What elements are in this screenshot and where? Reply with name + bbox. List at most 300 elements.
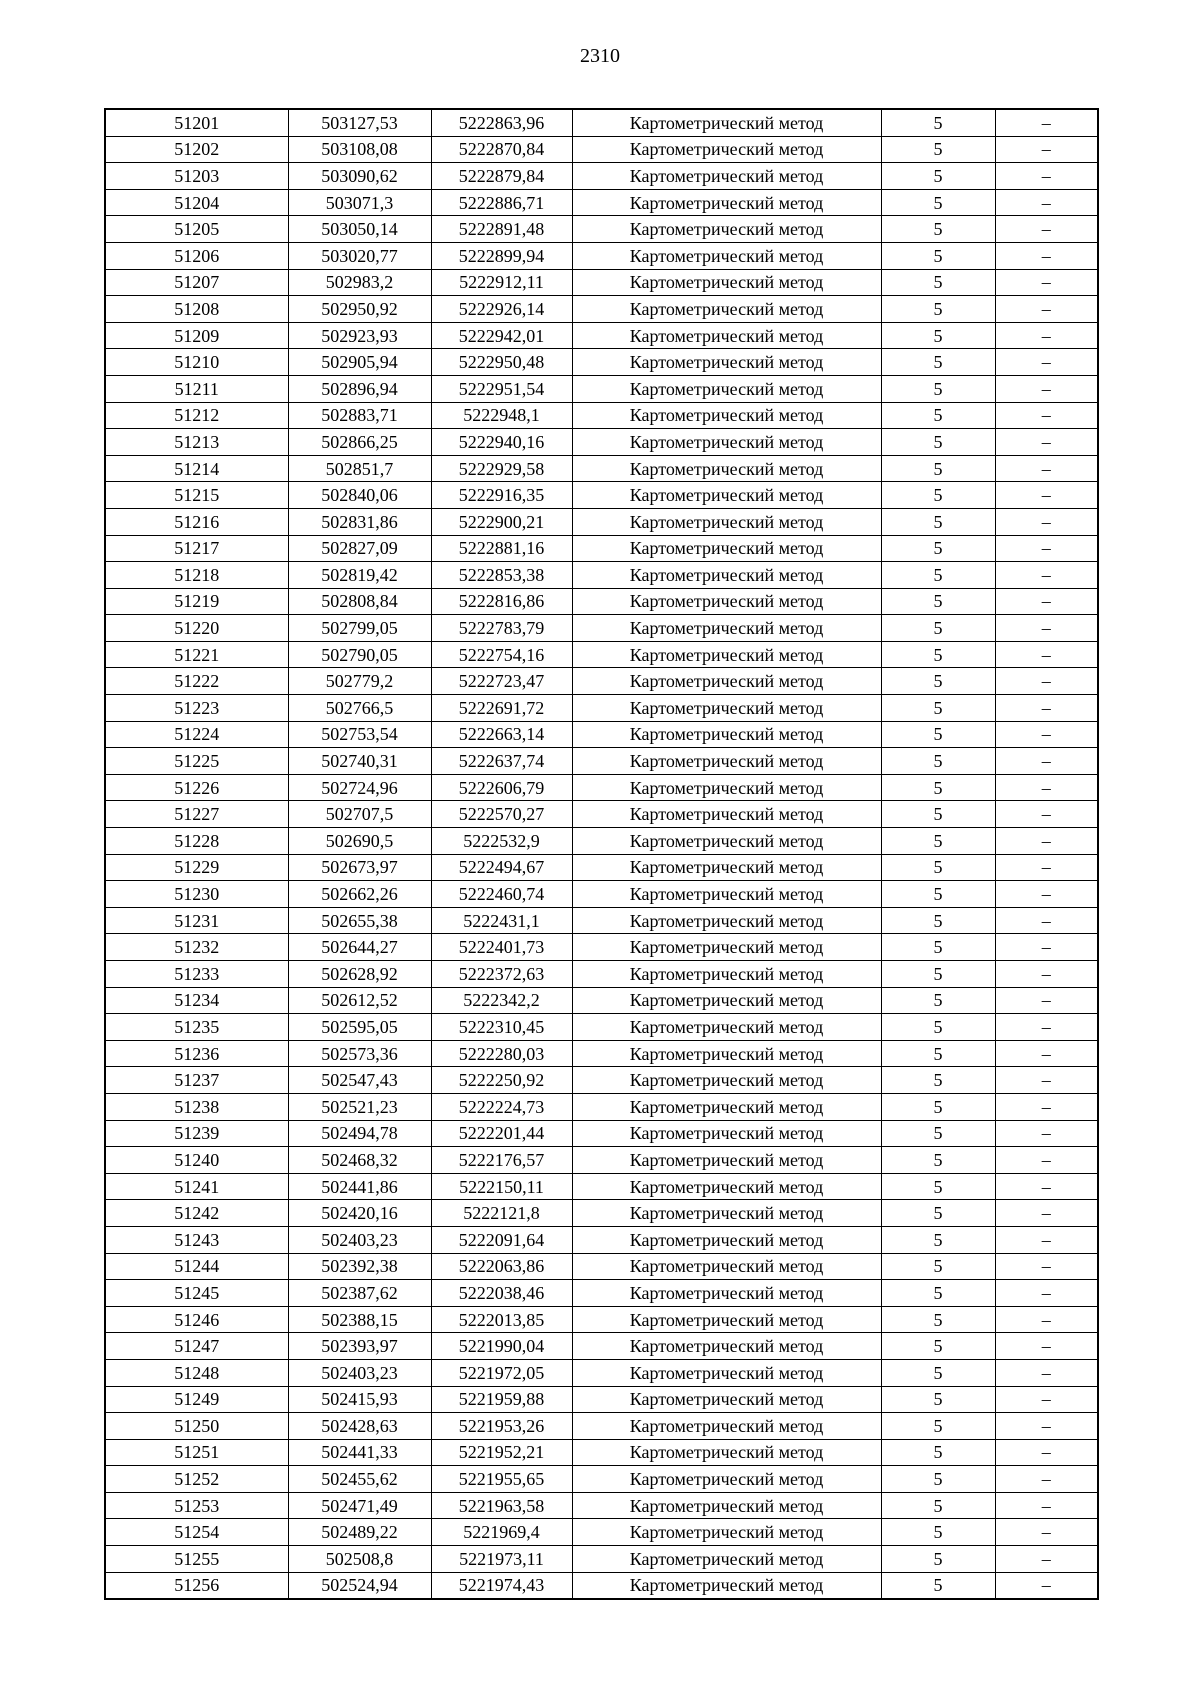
x-coordinate-cell: 502753,54 — [288, 721, 431, 748]
point-number-cell: 51241 — [105, 1173, 288, 1200]
y-coordinate-cell: 5222951,54 — [431, 375, 572, 402]
x-coordinate-cell: 502387,62 — [288, 1280, 431, 1307]
table-row — [105, 1040, 1098, 1067]
accuracy-cell: 5 — [881, 375, 995, 402]
dash-cell: – — [995, 881, 1098, 908]
y-coordinate-cell: 5222663,14 — [431, 721, 572, 748]
method-cell: Картометрический метод — [572, 1572, 881, 1599]
accuracy-cell: 5 — [881, 535, 995, 562]
table-row — [105, 961, 1098, 988]
method-cell: Картометрический метод — [572, 1466, 881, 1493]
accuracy-cell: 5 — [881, 216, 995, 243]
dash-cell: – — [995, 1306, 1098, 1333]
x-coordinate-cell: 503020,77 — [288, 242, 431, 269]
dash-cell: – — [995, 1439, 1098, 1466]
y-coordinate-cell: 5222038,46 — [431, 1280, 572, 1307]
method-cell: Картометрический метод — [572, 987, 881, 1014]
accuracy-cell: 5 — [881, 748, 995, 775]
y-coordinate-cell: 5222150,11 — [431, 1173, 572, 1200]
table-row — [105, 1413, 1098, 1440]
dash-cell: – — [995, 216, 1098, 243]
y-coordinate-cell: 5222900,21 — [431, 508, 572, 535]
y-coordinate-cell: 5222013,85 — [431, 1306, 572, 1333]
accuracy-cell: 5 — [881, 269, 995, 296]
accuracy-cell: 5 — [881, 1040, 995, 1067]
method-cell: Картометрический метод — [572, 109, 881, 136]
dash-cell: – — [995, 1147, 1098, 1174]
x-coordinate-cell: 502441,86 — [288, 1173, 431, 1200]
method-cell: Картометрический метод — [572, 695, 881, 722]
table-row — [105, 109, 1098, 136]
point-number-cell: 51225 — [105, 748, 288, 775]
method-cell: Картометрический метод — [572, 801, 881, 828]
x-coordinate-cell: 502494,78 — [288, 1120, 431, 1147]
method-cell: Картометрический метод — [572, 189, 881, 216]
method-cell: Картометрический метод — [572, 1519, 881, 1546]
dash-cell: – — [995, 296, 1098, 323]
y-coordinate-cell: 5222940,16 — [431, 429, 572, 456]
table-row — [105, 1253, 1098, 1280]
method-cell: Картометрический метод — [572, 668, 881, 695]
method-cell: Картометрический метод — [572, 562, 881, 589]
accuracy-cell: 5 — [881, 349, 995, 376]
method-cell: Картометрический метод — [572, 1306, 881, 1333]
y-coordinate-cell: 5222916,35 — [431, 482, 572, 509]
accuracy-cell: 5 — [881, 641, 995, 668]
y-coordinate-cell: 5222853,38 — [431, 562, 572, 589]
accuracy-cell: 5 — [881, 1306, 995, 1333]
table-row — [105, 1439, 1098, 1466]
accuracy-cell: 5 — [881, 1386, 995, 1413]
accuracy-cell: 5 — [881, 881, 995, 908]
dash-cell: – — [995, 907, 1098, 934]
y-coordinate-cell: 5222948,1 — [431, 402, 572, 429]
point-number-cell: 51243 — [105, 1226, 288, 1253]
dash-cell: – — [995, 1040, 1098, 1067]
x-coordinate-cell: 502508,8 — [288, 1546, 431, 1573]
table-row — [105, 828, 1098, 855]
table-row — [105, 1333, 1098, 1360]
point-number-cell: 51211 — [105, 375, 288, 402]
method-cell: Картометрический метод — [572, 1014, 881, 1041]
point-number-cell: 51248 — [105, 1359, 288, 1386]
dash-cell: – — [995, 721, 1098, 748]
y-coordinate-cell: 5222532,9 — [431, 828, 572, 855]
table-row — [105, 402, 1098, 429]
accuracy-cell: 5 — [881, 907, 995, 934]
method-cell: Картометрический метод — [572, 774, 881, 801]
point-number-cell: 51227 — [105, 801, 288, 828]
point-number-cell: 51229 — [105, 854, 288, 881]
table-row — [105, 854, 1098, 881]
table-row — [105, 881, 1098, 908]
accuracy-cell: 5 — [881, 615, 995, 642]
method-cell: Картометрический метод — [572, 1120, 881, 1147]
point-number-cell: 51232 — [105, 934, 288, 961]
dash-cell: – — [995, 588, 1098, 615]
method-cell: Картометрический метод — [572, 482, 881, 509]
dash-cell: – — [995, 748, 1098, 775]
y-coordinate-cell: 5222926,14 — [431, 296, 572, 323]
accuracy-cell: 5 — [881, 429, 995, 456]
method-cell: Картометрический метод — [572, 296, 881, 323]
x-coordinate-cell: 502415,93 — [288, 1386, 431, 1413]
method-cell: Картометрический метод — [572, 322, 881, 349]
accuracy-cell: 5 — [881, 1492, 995, 1519]
x-coordinate-cell: 502690,5 — [288, 828, 431, 855]
accuracy-cell: 5 — [881, 588, 995, 615]
dash-cell: – — [995, 1014, 1098, 1041]
accuracy-cell: 5 — [881, 508, 995, 535]
y-coordinate-cell: 5222754,16 — [431, 641, 572, 668]
y-coordinate-cell: 5222723,47 — [431, 668, 572, 695]
x-coordinate-cell: 502866,25 — [288, 429, 431, 456]
table-row — [105, 774, 1098, 801]
x-coordinate-cell: 502420,16 — [288, 1200, 431, 1227]
y-coordinate-cell: 5222431,1 — [431, 907, 572, 934]
point-number-cell: 51239 — [105, 1120, 288, 1147]
accuracy-cell: 5 — [881, 721, 995, 748]
table-row — [105, 987, 1098, 1014]
dash-cell: – — [995, 774, 1098, 801]
point-number-cell: 51216 — [105, 508, 288, 535]
accuracy-cell: 5 — [881, 482, 995, 509]
x-coordinate-cell: 502644,27 — [288, 934, 431, 961]
x-coordinate-cell: 502524,94 — [288, 1572, 431, 1599]
x-coordinate-cell: 502662,26 — [288, 881, 431, 908]
accuracy-cell: 5 — [881, 828, 995, 855]
x-coordinate-cell: 502489,22 — [288, 1519, 431, 1546]
y-coordinate-cell: 5221955,65 — [431, 1466, 572, 1493]
dash-cell: – — [995, 934, 1098, 961]
accuracy-cell: 5 — [881, 1147, 995, 1174]
table-row — [105, 1306, 1098, 1333]
table-row — [105, 1572, 1098, 1599]
table-row — [105, 269, 1098, 296]
x-coordinate-cell: 502403,23 — [288, 1226, 431, 1253]
method-cell: Картометрический метод — [572, 961, 881, 988]
table-row — [105, 615, 1098, 642]
point-number-cell: 51202 — [105, 136, 288, 163]
point-number-cell: 51233 — [105, 961, 288, 988]
dash-cell: – — [995, 1413, 1098, 1440]
table-row — [105, 1466, 1098, 1493]
x-coordinate-cell: 502388,15 — [288, 1306, 431, 1333]
accuracy-cell: 5 — [881, 1280, 995, 1307]
x-coordinate-cell: 502779,2 — [288, 668, 431, 695]
accuracy-cell: 5 — [881, 296, 995, 323]
dash-cell: – — [995, 695, 1098, 722]
dash-cell: – — [995, 1093, 1098, 1120]
table-row — [105, 695, 1098, 722]
method-cell: Картометрический метод — [572, 1173, 881, 1200]
accuracy-cell: 5 — [881, 1413, 995, 1440]
method-cell: Картометрический метод — [572, 455, 881, 482]
y-coordinate-cell: 5222912,11 — [431, 269, 572, 296]
accuracy-cell: 5 — [881, 1200, 995, 1227]
accuracy-cell: 5 — [881, 109, 995, 136]
y-coordinate-cell: 5222372,63 — [431, 961, 572, 988]
y-coordinate-cell: 5221952,21 — [431, 1439, 572, 1466]
point-number-cell: 51250 — [105, 1413, 288, 1440]
dash-cell: – — [995, 1466, 1098, 1493]
dash-cell: – — [995, 482, 1098, 509]
table-row — [105, 482, 1098, 509]
accuracy-cell: 5 — [881, 801, 995, 828]
x-coordinate-cell: 502521,23 — [288, 1093, 431, 1120]
accuracy-cell: 5 — [881, 1014, 995, 1041]
y-coordinate-cell: 5222091,64 — [431, 1226, 572, 1253]
table-row — [105, 375, 1098, 402]
point-number-cell: 51209 — [105, 322, 288, 349]
y-coordinate-cell: 5221959,88 — [431, 1386, 572, 1413]
table-row — [105, 641, 1098, 668]
y-coordinate-cell: 5222881,16 — [431, 535, 572, 562]
table-row — [105, 1280, 1098, 1307]
x-coordinate-cell: 502612,52 — [288, 987, 431, 1014]
x-coordinate-cell: 502840,06 — [288, 482, 431, 509]
point-number-cell: 51255 — [105, 1546, 288, 1573]
point-number-cell: 51234 — [105, 987, 288, 1014]
x-coordinate-cell: 502471,49 — [288, 1492, 431, 1519]
x-coordinate-cell: 502831,86 — [288, 508, 431, 535]
dash-cell: – — [995, 641, 1098, 668]
accuracy-cell: 5 — [881, 1439, 995, 1466]
accuracy-cell: 5 — [881, 1519, 995, 1546]
dash-cell: – — [995, 668, 1098, 695]
x-coordinate-cell: 502455,62 — [288, 1466, 431, 1493]
dash-cell: – — [995, 402, 1098, 429]
x-coordinate-cell: 502441,33 — [288, 1439, 431, 1466]
accuracy-cell: 5 — [881, 1226, 995, 1253]
method-cell: Картометрический метод — [572, 1040, 881, 1067]
accuracy-cell: 5 — [881, 242, 995, 269]
point-number-cell: 51212 — [105, 402, 288, 429]
y-coordinate-cell: 5222063,86 — [431, 1253, 572, 1280]
point-number-cell: 51205 — [105, 216, 288, 243]
point-number-cell: 51249 — [105, 1386, 288, 1413]
dash-cell: – — [995, 615, 1098, 642]
y-coordinate-cell: 5222570,27 — [431, 801, 572, 828]
dash-cell: – — [995, 1359, 1098, 1386]
x-coordinate-cell: 502547,43 — [288, 1067, 431, 1094]
point-number-cell: 51217 — [105, 535, 288, 562]
method-cell: Картометрический метод — [572, 242, 881, 269]
method-cell: Картометрический метод — [572, 881, 881, 908]
point-number-cell: 51226 — [105, 774, 288, 801]
y-coordinate-cell: 5221973,11 — [431, 1546, 572, 1573]
x-coordinate-cell: 503127,53 — [288, 109, 431, 136]
accuracy-cell: 5 — [881, 1173, 995, 1200]
method-cell: Картометрический метод — [572, 1546, 881, 1573]
method-cell: Картометрический метод — [572, 429, 881, 456]
method-cell: Картометрический метод — [572, 828, 881, 855]
y-coordinate-cell: 5222176,57 — [431, 1147, 572, 1174]
dash-cell: – — [995, 189, 1098, 216]
method-cell: Картометрический метод — [572, 269, 881, 296]
table-row — [105, 668, 1098, 695]
y-coordinate-cell: 5221974,43 — [431, 1572, 572, 1599]
coordinates-table — [104, 108, 1099, 1600]
dash-cell: – — [995, 1519, 1098, 1546]
y-coordinate-cell: 5221963,58 — [431, 1492, 572, 1519]
table-row — [105, 934, 1098, 961]
dash-cell: – — [995, 854, 1098, 881]
dash-cell: – — [995, 1253, 1098, 1280]
accuracy-cell: 5 — [881, 1093, 995, 1120]
x-coordinate-cell: 503071,3 — [288, 189, 431, 216]
x-coordinate-cell: 502740,31 — [288, 748, 431, 775]
table-row — [105, 136, 1098, 163]
point-number-cell: 51252 — [105, 1466, 288, 1493]
x-coordinate-cell: 502827,09 — [288, 535, 431, 562]
table-row — [105, 508, 1098, 535]
x-coordinate-cell: 502468,32 — [288, 1147, 431, 1174]
y-coordinate-cell: 5222121,8 — [431, 1200, 572, 1227]
x-coordinate-cell: 502403,23 — [288, 1359, 431, 1386]
accuracy-cell: 5 — [881, 1120, 995, 1147]
y-coordinate-cell: 5222783,79 — [431, 615, 572, 642]
x-coordinate-cell: 502950,92 — [288, 296, 431, 323]
accuracy-cell: 5 — [881, 1572, 995, 1599]
y-coordinate-cell: 5221972,05 — [431, 1359, 572, 1386]
x-coordinate-cell: 502808,84 — [288, 588, 431, 615]
method-cell: Картометрический метод — [572, 1253, 881, 1280]
accuracy-cell: 5 — [881, 562, 995, 589]
y-coordinate-cell: 5222929,58 — [431, 455, 572, 482]
y-coordinate-cell: 5222201,44 — [431, 1120, 572, 1147]
accuracy-cell: 5 — [881, 455, 995, 482]
x-coordinate-cell: 502923,93 — [288, 322, 431, 349]
y-coordinate-cell: 5222816,86 — [431, 588, 572, 615]
accuracy-cell: 5 — [881, 854, 995, 881]
accuracy-cell: 5 — [881, 163, 995, 190]
x-coordinate-cell: 502724,96 — [288, 774, 431, 801]
y-coordinate-cell: 5222870,84 — [431, 136, 572, 163]
accuracy-cell: 5 — [881, 1466, 995, 1493]
dash-cell: – — [995, 801, 1098, 828]
x-coordinate-cell: 503090,62 — [288, 163, 431, 190]
accuracy-cell: 5 — [881, 322, 995, 349]
table-row — [105, 349, 1098, 376]
point-number-cell: 51231 — [105, 907, 288, 934]
table-row — [105, 296, 1098, 323]
table-row — [105, 1226, 1098, 1253]
dash-cell: – — [995, 242, 1098, 269]
y-coordinate-cell: 5222310,45 — [431, 1014, 572, 1041]
accuracy-cell: 5 — [881, 695, 995, 722]
x-coordinate-cell: 502905,94 — [288, 349, 431, 376]
point-number-cell: 51245 — [105, 1280, 288, 1307]
method-cell: Картометрический метод — [572, 535, 881, 562]
method-cell: Картометрический метод — [572, 1333, 881, 1360]
table-row — [105, 216, 1098, 243]
point-number-cell: 51210 — [105, 349, 288, 376]
dash-cell: – — [995, 1280, 1098, 1307]
dash-cell: – — [995, 1067, 1098, 1094]
point-number-cell: 51206 — [105, 242, 288, 269]
y-coordinate-cell: 5222950,48 — [431, 349, 572, 376]
point-number-cell: 51236 — [105, 1040, 288, 1067]
method-cell: Картометрический метод — [572, 349, 881, 376]
table-row — [105, 801, 1098, 828]
point-number-cell: 51201 — [105, 109, 288, 136]
accuracy-cell: 5 — [881, 402, 995, 429]
y-coordinate-cell: 5222891,48 — [431, 216, 572, 243]
y-coordinate-cell: 5222250,92 — [431, 1067, 572, 1094]
accuracy-cell: 5 — [881, 189, 995, 216]
point-number-cell: 51242 — [105, 1200, 288, 1227]
accuracy-cell: 5 — [881, 668, 995, 695]
point-number-cell: 51244 — [105, 1253, 288, 1280]
point-number-cell: 51224 — [105, 721, 288, 748]
method-cell: Картометрический метод — [572, 854, 881, 881]
table-row — [105, 429, 1098, 456]
method-cell: Картометрический метод — [572, 1413, 881, 1440]
coordinates-table-body — [105, 109, 1098, 1599]
dash-cell: – — [995, 1572, 1098, 1599]
x-coordinate-cell: 502573,36 — [288, 1040, 431, 1067]
method-cell: Картометрический метод — [572, 641, 881, 668]
point-number-cell: 51238 — [105, 1093, 288, 1120]
dash-cell: – — [995, 322, 1098, 349]
x-coordinate-cell: 502673,97 — [288, 854, 431, 881]
x-coordinate-cell: 502707,5 — [288, 801, 431, 828]
dash-cell: – — [995, 1333, 1098, 1360]
table-row — [105, 1200, 1098, 1227]
table-row — [105, 1120, 1098, 1147]
dash-cell: – — [995, 136, 1098, 163]
y-coordinate-cell: 5222494,67 — [431, 854, 572, 881]
dash-cell: – — [995, 375, 1098, 402]
point-number-cell: 51256 — [105, 1572, 288, 1599]
dash-cell: – — [995, 109, 1098, 136]
point-number-cell: 51235 — [105, 1014, 288, 1041]
y-coordinate-cell: 5222691,72 — [431, 695, 572, 722]
point-number-cell: 51253 — [105, 1492, 288, 1519]
accuracy-cell: 5 — [881, 934, 995, 961]
table-row — [105, 562, 1098, 589]
method-cell: Картометрический метод — [572, 1439, 881, 1466]
method-cell: Картометрический метод — [572, 508, 881, 535]
method-cell: Картометрический метод — [572, 1386, 881, 1413]
x-coordinate-cell: 502628,92 — [288, 961, 431, 988]
x-coordinate-cell: 502392,38 — [288, 1253, 431, 1280]
x-coordinate-cell: 502595,05 — [288, 1014, 431, 1041]
table-row — [105, 322, 1098, 349]
table-row — [105, 1014, 1098, 1041]
dash-cell: – — [995, 828, 1098, 855]
dash-cell: – — [995, 1226, 1098, 1253]
dash-cell: – — [995, 429, 1098, 456]
x-coordinate-cell: 502799,05 — [288, 615, 431, 642]
table-row — [105, 1386, 1098, 1413]
point-number-cell: 51215 — [105, 482, 288, 509]
table-row — [105, 242, 1098, 269]
y-coordinate-cell: 5222280,03 — [431, 1040, 572, 1067]
x-coordinate-cell: 502790,05 — [288, 641, 431, 668]
x-coordinate-cell: 502896,94 — [288, 375, 431, 402]
y-coordinate-cell: 5221969,4 — [431, 1519, 572, 1546]
dash-cell: – — [995, 269, 1098, 296]
table-row — [105, 1147, 1098, 1174]
x-coordinate-cell: 502428,63 — [288, 1413, 431, 1440]
y-coordinate-cell: 5221953,26 — [431, 1413, 572, 1440]
point-number-cell: 51222 — [105, 668, 288, 695]
table-row — [105, 1359, 1098, 1386]
dash-cell: – — [995, 455, 1098, 482]
method-cell: Картометрический метод — [572, 721, 881, 748]
